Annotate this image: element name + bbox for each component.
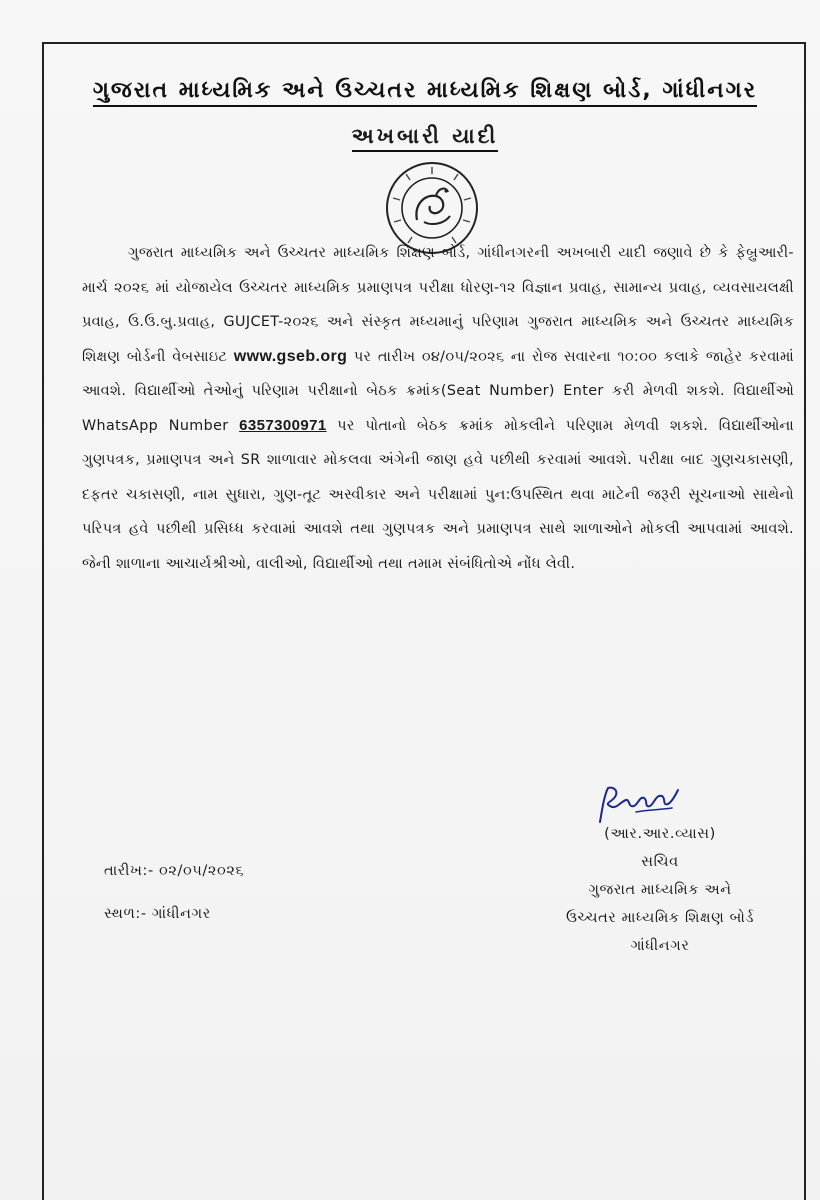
press-release-body	[82, 236, 794, 581]
org-line-2: ઉચ્ચતર માધ્યમિક શિક્ષણ બોર્ડ	[565, 910, 755, 926]
org-line-1: ગુજરાત માધ્યમિક અને	[588, 882, 732, 898]
whatsapp-number: 6357300971	[239, 416, 327, 434]
signatory-block	[540, 820, 780, 960]
body-text-part3: પર પોતાનો બેઠક ક્રમાંક મોકલીને પરિણામ મેળવી શકશે. વિદ્યાર્થીઓના ગુણપત્રક, પ્રમાણપત્ર અને SR શાળાવાર મોકલવા અંગેની જાણ હવે પછીથી કરવામાં આવશે. પરીક્ષા બાદ ગુણચકાસણી, દફતર ચકાસણી, નામ સુધારા, ગુણ-તૂટ અસ્વીકાર અને પરીક્ષામાં પુન:ઉપસ્થિત થવા માટેની જરૂરી સૂચનાઓ સાથેનો પરિપત્ર હવે પછીથી પ્રસિધ્ધ કરવામાં આવશે તથા ગુણપત્રક અને પ્રમાણપત્ર સાથે શાળાઓને મોકલી આપવામાં આવશે. જેની શાળાના આચાર્યશ્રીઓ, વાલીઓ, વિદ્યાર્થીઓ તથા તમામ સંબંધિતોએ નોંધ લેવી.	[82, 417, 794, 572]
body-text-part2: પર તારીખ ૦૪/૦૫/૨૦૨૬ ના રોજ સવારના ૧૦:૦૦ કલાકે જાહેર કરવામાં આવશે. વિદ્યાર્થીઓ તેઓનું પરિણામ પરીક્ષાનો બેઠક ક્રમાંક(Seat Number) Enter કરી મેળવી શકશે. વિદ્યાર્થીઓ WhatsApp Number	[82, 348, 794, 434]
signatory-designation: સચિવ	[641, 854, 679, 870]
place-label: સ્થળ:- ગાંધીનગર	[104, 906, 211, 922]
page-title-text: ગુજરાત માધ્યમિક અને ઉચ્ચતર માધ્યમિક શિક્ષણ બોર્ડ, ગાંધીનગર	[93, 78, 757, 107]
date-place-block	[104, 856, 244, 942]
press-release-paragraph	[82, 236, 794, 581]
signatory-name: (આર.આર.વ્યાસ)	[604, 826, 716, 842]
body-text-part1: ગુજરાત માધ્યમિક અને ઉચ્ચતર માધ્યમિક શિક્ષણ બોર્ડ, ગાંધીનગરની અખબારી યાદી જણાવે છે કે ફેબ્રુઆરી-માર્ચ ૨૦૨૬ માં યોજાયેલ ઉચ્ચતર માધ્યમિક પ્રમાણપત્ર પરીક્ષા ધોરણ-૧૨ વિજ્ઞાન પ્રવાહ, સામાન્ય પ્રવાહ, વ્યવસાયલક્ષી પ્રવાહ, ઉ.ઉ.બુ.પ્રવાહ, GUJCET-૨૦૨૬ અને સંસ્કૃત મધ્યમાનું પરિણામ ગુજરાત માધ્યમિક અને ઉચ્ચતર માધ્યમિક શિક્ષણ બોર્ડની વેબસાઇટ	[82, 245, 794, 365]
page-title	[60, 78, 790, 103]
org-line-3: ગાંધીનગર	[630, 938, 690, 954]
page-subtitle	[60, 124, 790, 149]
website-link[interactable]: www.gseb.org	[233, 347, 348, 365]
date-label: તારીખ:- ૦૨/૦૫/૨૦૨૬	[104, 863, 245, 879]
page-subtitle-text: અખબારી યાદી	[352, 124, 499, 152]
